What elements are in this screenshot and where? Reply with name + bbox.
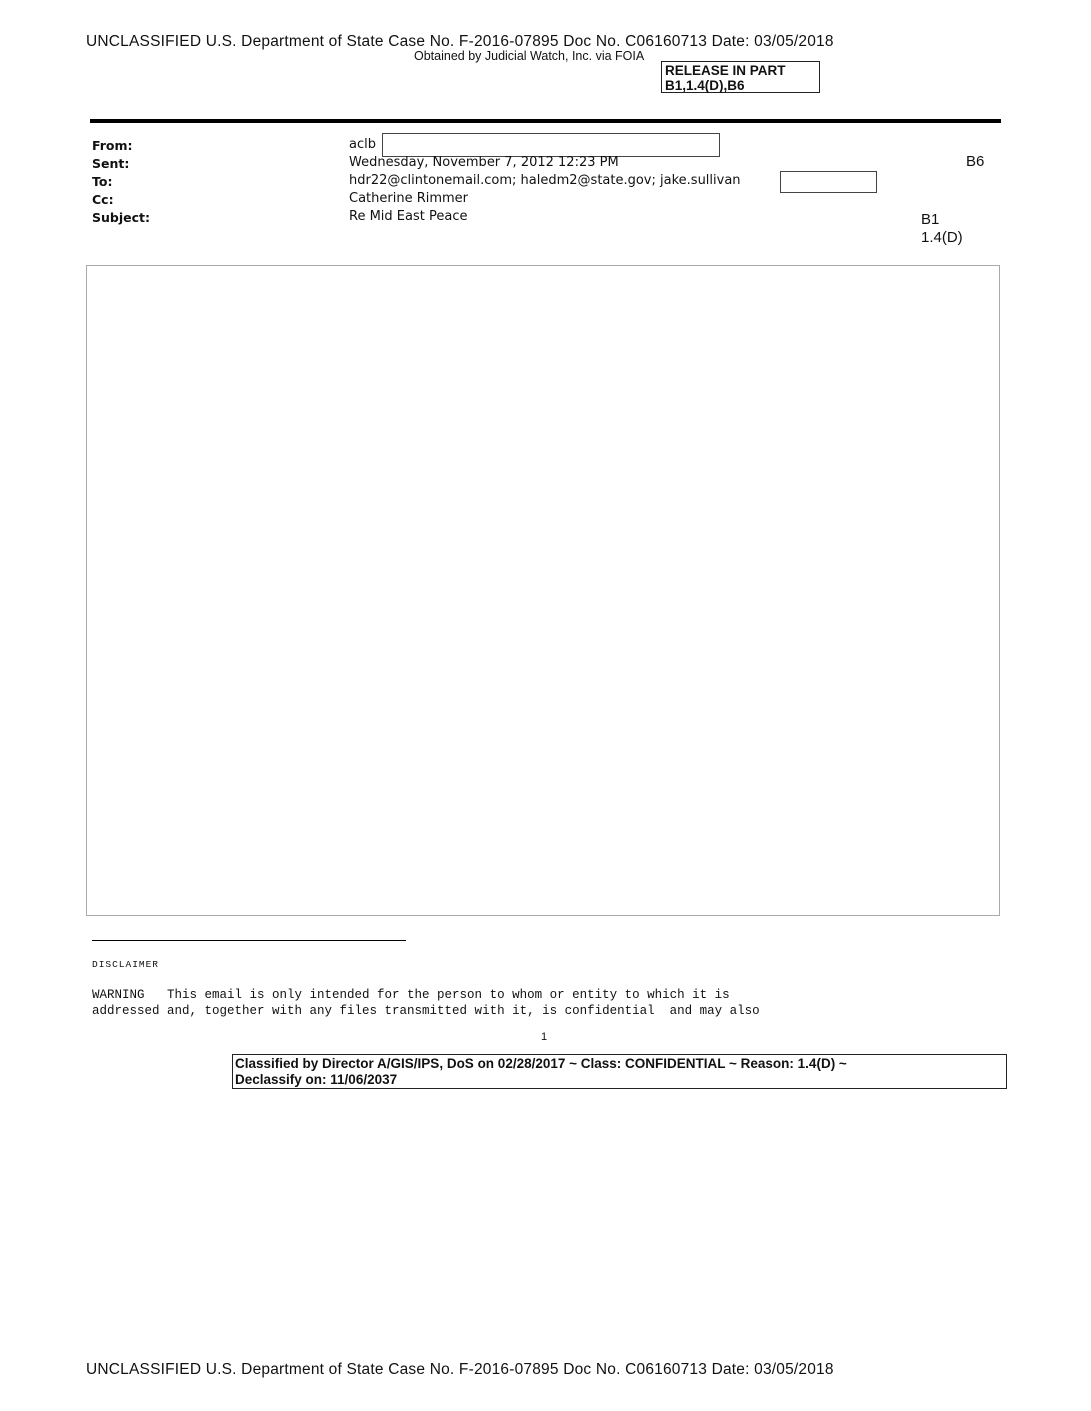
- to-label: To:: [92, 174, 113, 189]
- cc-value: Catherine Rimmer: [349, 191, 469, 206]
- page-number: 1: [541, 1031, 548, 1043]
- from-value: aclb: [349, 137, 376, 152]
- body-redaction-box: [86, 265, 1000, 916]
- exemption-b1: B1: [921, 211, 940, 228]
- exemption-1-4d: 1.4(D): [921, 229, 963, 246]
- header-rule: [90, 119, 1001, 123]
- disclaimer-title: DISCLAIMER: [92, 959, 160, 970]
- release-stamp-line2: B1,1.4(D),B6: [665, 78, 745, 93]
- subject-label: Subject:: [92, 210, 150, 225]
- classification-line2: Declassify on: 11/06/2037: [235, 1072, 398, 1087]
- subject-value: Re Mid East Peace: [349, 209, 468, 224]
- release-stamp: [661, 61, 820, 93]
- from-label: From:: [92, 138, 133, 153]
- footer-stamp: UNCLASSIFIED U.S. Department of State Case No. F-2016-07895 Doc No. C06160713 Date: 03/05/2018: [86, 1361, 834, 1378]
- to-redaction-box: [780, 171, 877, 193]
- sent-value: Wednesday, November 7, 2012 12:23 PM: [349, 155, 619, 170]
- obtained-notice: Obtained by Judicial Watch, Inc. via FOIA: [414, 49, 645, 63]
- header-stamp: UNCLASSIFIED U.S. Department of State Case No. F-2016-07895 Doc No. C06160713 Date: 03/05/2018: [86, 33, 834, 50]
- to-value: hdr22@clintonemail.com; haledm2@state.gov; jake.sullivan: [349, 173, 741, 188]
- warning-line-2: addressed and, together with any files transmitted with it, is confidential and may also: [92, 1003, 760, 1018]
- exemption-b6: B6: [966, 153, 985, 170]
- classification-line1: Classified by Director A/GIS/IPS, DoS on 02/28/2017 ~ Class: CONFIDENTIAL ~ Reason: 1.4(D) ~: [235, 1056, 847, 1071]
- disclaimer-rule: [92, 940, 406, 941]
- warning-text: [92, 988, 760, 1019]
- sent-label: Sent:: [92, 156, 130, 171]
- classification-box: [232, 1054, 1007, 1089]
- warning-line-1: WARNING This email is only intended for the person to whom or entity to which it is: [92, 988, 730, 1002]
- release-stamp-line1: RELEASE IN PART: [665, 63, 786, 78]
- from-redaction-box: [382, 133, 720, 157]
- cc-label: Cc:: [92, 192, 114, 207]
